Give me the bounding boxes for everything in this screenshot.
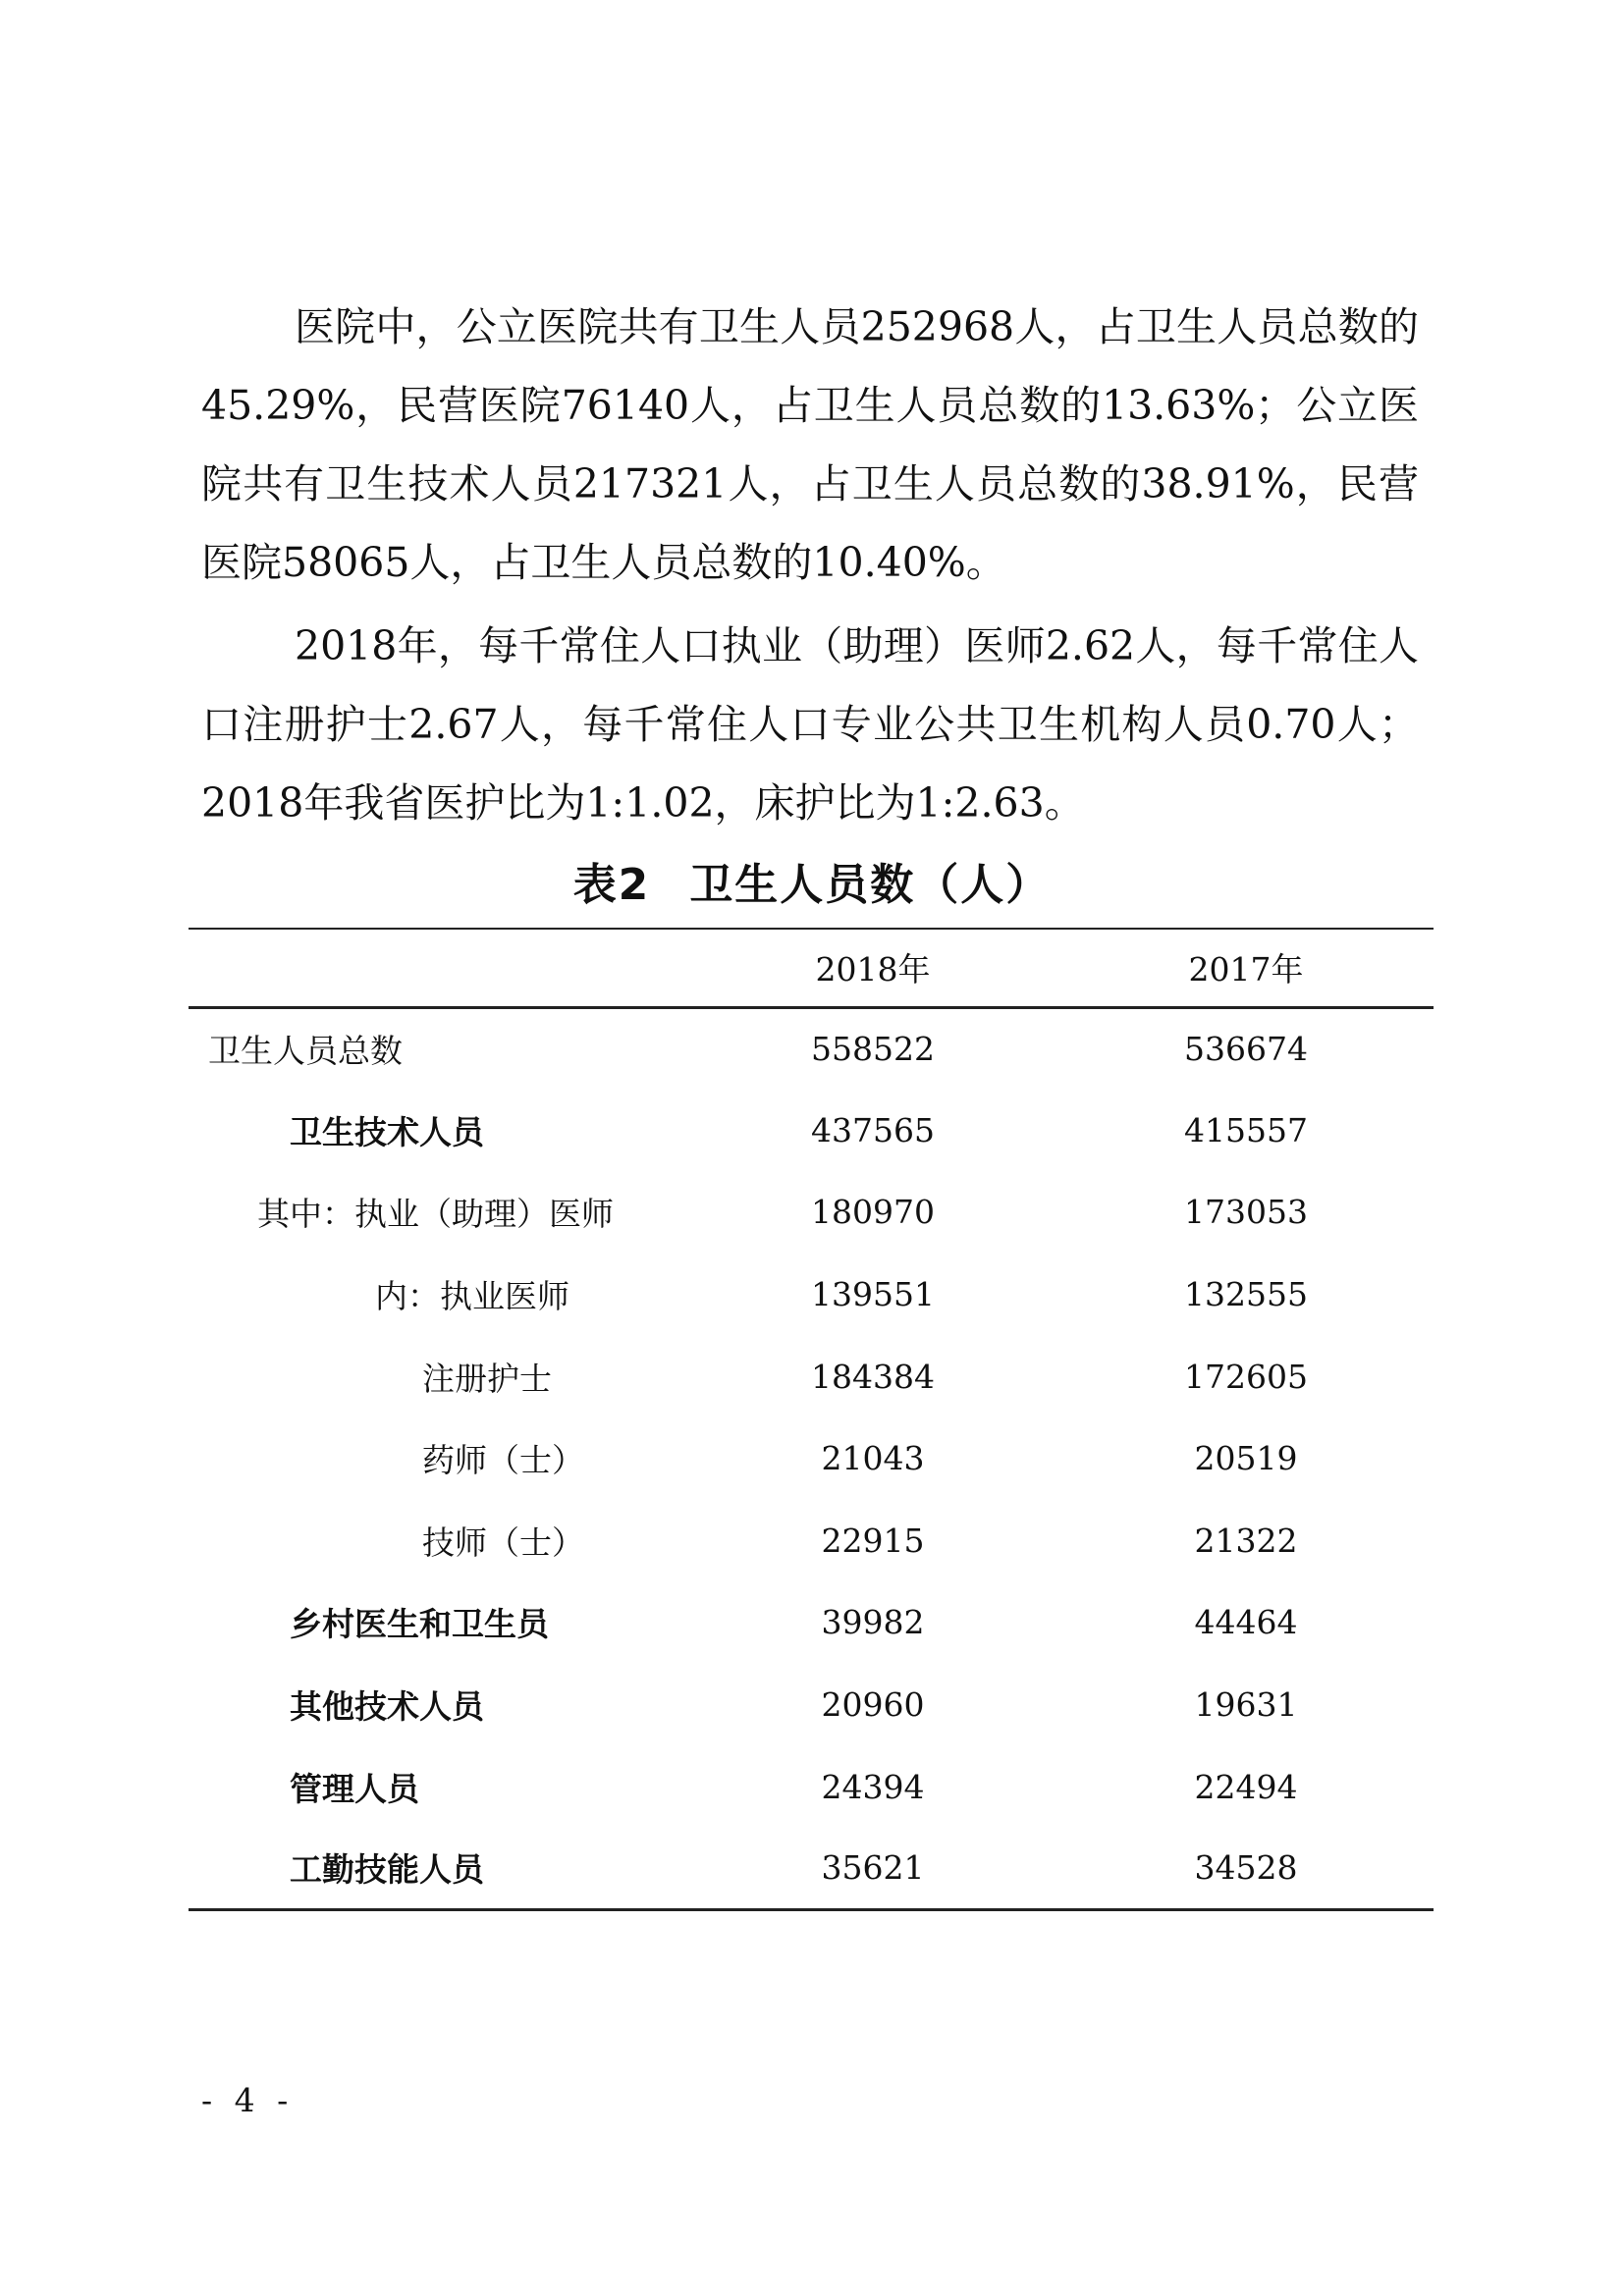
row-value-2018: 35621 bbox=[687, 1828, 1058, 1910]
row-label: 技师（士） bbox=[422, 1522, 584, 1562]
table-caption bbox=[0, 856, 1624, 915]
row-label: 管理人员 bbox=[290, 1769, 419, 1808]
table-row bbox=[189, 1335, 1434, 1417]
body-paragraph-per-thousand: 2018年，每千常住人口执业（助理）医师2.62人，每千常住人口注册护士2.67人，每千常住人口专业公共卫生机构人员0.70人；2018年我省医护比为1:1.02，床护比为1:2.63。 bbox=[201, 622, 1419, 827]
row-label: 其他技术人员 bbox=[290, 1687, 484, 1727]
row-label: 其中：执业（助理）医师 bbox=[257, 1195, 614, 1234]
table-row bbox=[189, 1581, 1434, 1664]
row-value-2017: 34528 bbox=[1058, 1828, 1434, 1910]
row-value-2018: 20960 bbox=[821, 1685, 925, 1725]
row-value-2018: 39982 bbox=[821, 1603, 925, 1642]
table-row bbox=[189, 1664, 1434, 1746]
row-value-2018: 21043 bbox=[821, 1439, 925, 1478]
row-value-2018: 437565 bbox=[811, 1110, 935, 1149]
table-row bbox=[189, 1007, 1434, 1090]
row-value-2017: 132555 bbox=[1184, 1275, 1308, 1314]
row-value-2018: 558522 bbox=[811, 1030, 935, 1069]
row-value-2018: 184384 bbox=[811, 1357, 935, 1396]
staff-table bbox=[189, 928, 1434, 1911]
table-row bbox=[189, 1417, 1434, 1500]
table-caption-title: 卫生人员数（人） bbox=[689, 860, 1052, 910]
row-label: 工勤技能人员 bbox=[189, 1828, 687, 1910]
header-2018: 2018年 bbox=[687, 929, 1058, 1007]
row-label: 卫生人员总数 bbox=[208, 1032, 403, 1071]
row-value-2018: 139551 bbox=[811, 1275, 935, 1314]
staff-table-container bbox=[189, 928, 1434, 1911]
row-value-2017: 19631 bbox=[1194, 1685, 1298, 1725]
header-2017: 2017年 bbox=[1058, 929, 1434, 1007]
row-value-2017: 22494 bbox=[1194, 1767, 1298, 1806]
row-value-2017: 21322 bbox=[1194, 1521, 1298, 1560]
row-value-2017: 415557 bbox=[1184, 1110, 1308, 1149]
row-value-2018: 22915 bbox=[821, 1521, 925, 1560]
table-row bbox=[189, 1500, 1434, 1582]
row-value-2017: 536674 bbox=[1184, 1030, 1308, 1069]
page-number: - 4 - bbox=[201, 2081, 295, 2119]
row-value-2017: 172605 bbox=[1184, 1357, 1308, 1396]
table-header-row bbox=[189, 929, 1434, 1007]
table-caption-number: 表2 bbox=[572, 860, 651, 910]
table-row bbox=[189, 1745, 1434, 1828]
body-paragraph-hospital-staff: 医院中，公立医院共有卫生人员252968人，占卫生人员总数的45.29%，民营医院76140人，占卫生人员总数的13.63%；公立医院共有卫生技术人员217321人，占卫生人员总数的38.91%，民营医院58065人，占卫生人员总数的10.40%。 bbox=[201, 303, 1419, 586]
row-value-2017: 20519 bbox=[1194, 1439, 1298, 1478]
row-label: 药师（士） bbox=[422, 1441, 584, 1480]
row-label: 注册护士 bbox=[422, 1359, 552, 1398]
header-label-cell bbox=[189, 929, 687, 1007]
table-row bbox=[189, 1254, 1434, 1336]
row-label: 乡村医生和卫生员 bbox=[290, 1605, 549, 1644]
row-value-2017: 44464 bbox=[1194, 1603, 1298, 1642]
table-row bbox=[189, 1090, 1434, 1172]
row-value-2018: 24394 bbox=[821, 1767, 925, 1806]
table-row bbox=[189, 1828, 1434, 1910]
row-label: 内：执业医师 bbox=[375, 1277, 569, 1316]
row-value-2018: 180970 bbox=[811, 1193, 935, 1232]
table-row bbox=[189, 1171, 1434, 1254]
row-label: 卫生技术人员 bbox=[290, 1112, 484, 1151]
row-value-2017: 173053 bbox=[1184, 1193, 1308, 1232]
